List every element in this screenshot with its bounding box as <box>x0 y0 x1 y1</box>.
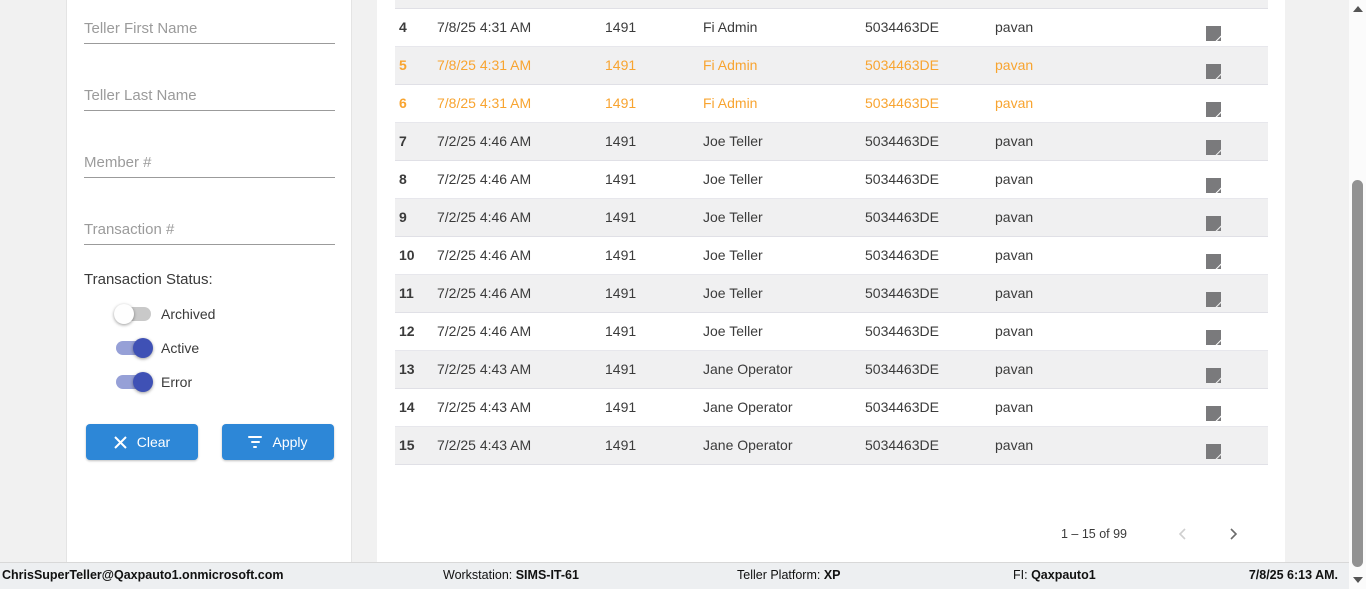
cell-datetime: 7/2/25 4:46 AM <box>437 285 532 301</box>
table-row[interactable] <box>395 9 1268 47</box>
table-row[interactable] <box>395 313 1268 351</box>
note-icon[interactable] <box>1205 19 1222 36</box>
row-number: 9 <box>399 209 407 225</box>
cell-datetime: 7/2/25 4:46 AM <box>437 133 532 149</box>
cell-teller-number: 1491 <box>605 399 637 415</box>
cell-trace-id: 5034463DE <box>865 171 939 187</box>
cell-teller-number: 1491 <box>605 247 637 263</box>
row-number: 7 <box>399 133 407 149</box>
toggle-knob <box>133 338 153 358</box>
cell-datetime: 7/2/25 4:46 AM <box>437 209 532 225</box>
results-panel <box>377 0 1285 563</box>
cell-teller-number: 1491 <box>605 133 637 149</box>
table-rows <box>395 9 1268 465</box>
cell-datetime: 7/8/25 4:31 AM <box>437 57 532 73</box>
cell-teller-number: 1491 <box>605 95 637 111</box>
apply-button[interactable] <box>222 424 334 460</box>
table-row[interactable] <box>395 351 1268 389</box>
apply-button-label: Apply <box>272 434 308 450</box>
row-number: 5 <box>399 57 407 73</box>
previous-page-button[interactable] <box>1171 522 1195 546</box>
status-toggles <box>116 297 215 399</box>
row-number: 11 <box>399 285 414 301</box>
cell-user: pavan <box>995 209 1034 225</box>
workstation-label: Workstation: <box>443 568 516 582</box>
scrollbar-up-icon[interactable] <box>1353 6 1363 12</box>
cell-trace-id: 5034463DE <box>865 323 939 339</box>
row-number: 10 <box>399 247 415 263</box>
filter-icon <box>248 436 262 448</box>
status-bar <box>0 562 1366 589</box>
cell-user: pavan <box>995 323 1034 339</box>
teller-platform-label: Teller Platform: <box>737 568 824 582</box>
clear-icon <box>114 436 127 449</box>
workstation-info <box>443 568 579 582</box>
cell-trace-id: 5034463DE <box>865 247 939 263</box>
cell-teller-name: Joe Teller <box>703 285 763 301</box>
cell-datetime: 7/8/25 4:31 AM <box>437 95 532 111</box>
cell-teller-number: 1491 <box>605 285 637 301</box>
table-row[interactable] <box>395 85 1268 123</box>
cell-trace-id: 5034463DE <box>865 133 939 149</box>
toggle-archived-label: Archived <box>161 306 216 322</box>
cell-teller-number: 1491 <box>605 361 637 377</box>
clear-button-label: Clear <box>136 434 171 450</box>
cell-trace-id: 5034463DE <box>865 57 939 73</box>
partial-row <box>395 0 1268 9</box>
clear-button[interactable] <box>86 424 198 460</box>
cell-datetime: 7/8/25 4:31 AM <box>437 19 532 35</box>
note-icon[interactable] <box>1205 323 1222 340</box>
transaction-number-input[interactable] <box>84 215 335 245</box>
note-icon[interactable] <box>1205 399 1222 416</box>
toggle-archived[interactable] <box>116 297 215 331</box>
fi-info <box>1013 568 1096 582</box>
cell-datetime: 7/2/25 4:46 AM <box>437 323 532 339</box>
cell-datetime: 7/2/25 4:43 AM <box>437 399 532 415</box>
table-row[interactable] <box>395 427 1268 465</box>
teller-platform-value: XP <box>823 568 841 582</box>
table-row[interactable] <box>395 47 1268 85</box>
teller-first-name-input[interactable] <box>84 14 335 44</box>
cell-datetime: 7/2/25 4:43 AM <box>437 437 532 453</box>
cell-user: pavan <box>995 247 1034 263</box>
chevron-left-icon <box>1176 527 1190 541</box>
transactions-table <box>395 0 1268 465</box>
scrollbar-down-icon[interactable] <box>1353 577 1363 583</box>
cell-user: pavan <box>995 133 1034 149</box>
row-number: 15 <box>399 437 415 453</box>
fi-value: Qaxpauto1 <box>1031 568 1096 582</box>
cell-datetime: 7/2/25 4:43 AM <box>437 361 532 377</box>
note-icon[interactable] <box>1205 133 1222 150</box>
cell-trace-id: 5034463DE <box>865 361 939 377</box>
cell-user: pavan <box>995 19 1034 35</box>
cell-trace-id: 5034463DE <box>865 19 939 35</box>
cell-teller-name: Joe Teller <box>703 133 763 149</box>
cell-teller-name: Joe Teller <box>703 209 763 225</box>
cell-trace-id: 5034463DE <box>865 399 939 415</box>
transaction-status-label: Transaction Status: <box>84 271 213 288</box>
toggle-archived-switch[interactable] <box>116 307 151 321</box>
toggle-knob <box>133 372 153 392</box>
toggle-active[interactable] <box>116 331 215 365</box>
row-number: 13 <box>399 361 415 377</box>
table-row[interactable] <box>395 275 1268 313</box>
toggle-knob <box>114 304 134 324</box>
note-icon[interactable] <box>1205 285 1222 302</box>
cell-trace-id: 5034463DE <box>865 437 939 453</box>
note-icon[interactable] <box>1205 209 1222 226</box>
cell-teller-name: Fi Admin <box>703 95 758 111</box>
workstation-value: SIMS-IT-61 <box>515 568 579 582</box>
table-row[interactable] <box>395 161 1268 199</box>
cell-trace-id: 5034463DE <box>865 209 939 225</box>
toggle-active-switch[interactable] <box>116 341 151 355</box>
cell-teller-name: Joe Teller <box>703 323 763 339</box>
page-range-label: 1 – 15 of 99 <box>1060 527 1127 541</box>
filter-fields <box>84 0 335 245</box>
next-page-button[interactable] <box>1221 522 1245 546</box>
row-number: 14 <box>399 399 415 415</box>
table-row[interactable] <box>395 123 1268 161</box>
cell-teller-name: Fi Admin <box>703 19 758 35</box>
cell-teller-name: Fi Admin <box>703 57 758 73</box>
cell-trace-id: 5034463DE <box>865 285 939 301</box>
cell-user: pavan <box>995 57 1034 73</box>
cell-user: pavan <box>995 95 1034 111</box>
cell-trace-id: 5034463DE <box>865 95 939 111</box>
cell-teller-number: 1491 <box>605 19 637 35</box>
note-icon[interactable] <box>1205 171 1222 188</box>
cell-user: pavan <box>995 437 1034 453</box>
note-icon[interactable] <box>1205 57 1222 74</box>
toggle-active-label: Active <box>161 340 200 356</box>
toggle-error-label: Error <box>161 374 193 390</box>
filter-actions <box>86 424 334 460</box>
row-number: 8 <box>399 171 407 187</box>
cell-teller-number: 1491 <box>605 437 637 453</box>
logged-in-user: ChrisSuperTeller@Qaxpauto1.onmicrosoft.com <box>2 568 284 582</box>
fi-label: FI: <box>1013 568 1032 582</box>
teller-last-name-input[interactable] <box>84 81 335 111</box>
row-number: 6 <box>399 95 407 111</box>
cell-user: pavan <box>995 399 1034 415</box>
vertical-scrollbar[interactable] <box>1349 0 1366 589</box>
cell-teller-number: 1491 <box>605 57 637 73</box>
cell-datetime: 7/2/25 4:46 AM <box>437 171 532 187</box>
note-icon[interactable] <box>1205 437 1222 454</box>
chevron-right-icon <box>1226 527 1240 541</box>
row-number: 12 <box>399 323 415 339</box>
table-row[interactable] <box>395 199 1268 237</box>
cell-teller-name: Joe Teller <box>703 247 763 263</box>
cell-teller-number: 1491 <box>605 209 637 225</box>
filter-panel <box>66 0 352 563</box>
member-number-input[interactable] <box>84 148 335 178</box>
toggle-error-switch[interactable] <box>116 375 151 389</box>
cell-teller-name: Jane Operator <box>703 361 793 377</box>
cell-teller-name: Joe Teller <box>703 171 763 187</box>
cell-teller-name: Jane Operator <box>703 399 793 415</box>
status-datetime: 7/8/25 6:13 AM. <box>1248 568 1338 582</box>
teller-platform-info <box>737 568 841 582</box>
scrollbar-thumb[interactable] <box>1352 180 1363 567</box>
cell-teller-number: 1491 <box>605 171 637 187</box>
row-number: 4 <box>399 19 407 35</box>
cell-datetime: 7/2/25 4:46 AM <box>437 247 532 263</box>
table-row[interactable] <box>395 389 1268 427</box>
paginator <box>1061 514 1245 554</box>
cell-user: pavan <box>995 361 1034 377</box>
note-icon[interactable] <box>1205 95 1222 112</box>
cell-teller-number: 1491 <box>605 323 637 339</box>
toggle-error[interactable] <box>116 365 215 399</box>
cell-user: pavan <box>995 171 1034 187</box>
table-row[interactable] <box>395 237 1268 275</box>
cell-teller-name: Jane Operator <box>703 437 793 453</box>
note-icon[interactable] <box>1205 361 1222 378</box>
note-icon[interactable] <box>1205 247 1222 264</box>
cell-user: pavan <box>995 285 1034 301</box>
